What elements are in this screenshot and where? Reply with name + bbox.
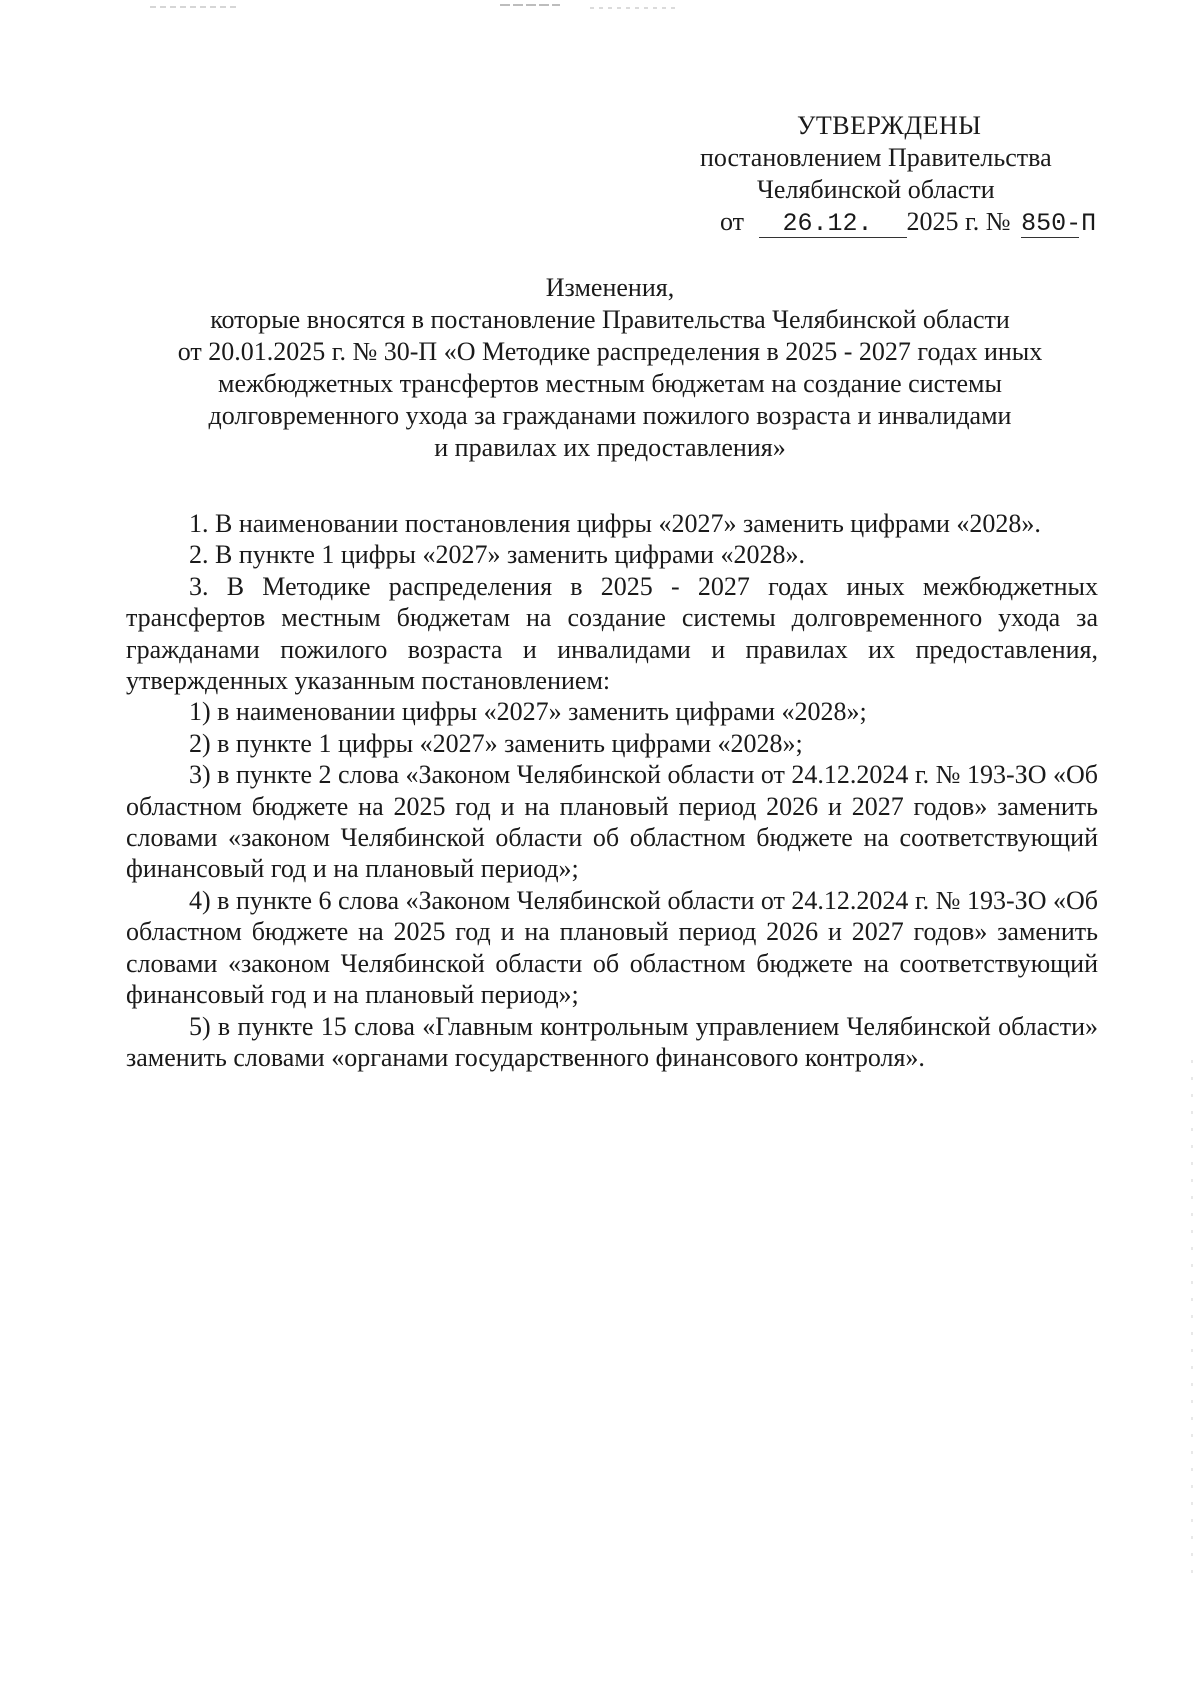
approval-line-2: Челябинской области [757,175,995,204]
heading-line: межбюджетных трансфертов местным бюджетам на создание системы [218,369,1002,398]
paragraph-3-1: 1) в наименовании цифры «2027» заменить цифрами «2028»; [189,697,867,727]
paragraph-1: 1. В наименовании постановления цифры «2027» заменить цифрами «2028». [189,509,1041,538]
heading-line: долговременного ухода за гражданами пожилого возраста и инвалидами [208,401,1012,430]
approval-date: 26.12. [759,211,907,238]
approval-line-1: постановлением Правительства [700,143,1052,172]
paragraph-3-2: 2) в пункте 1 цифры «2027» заменить цифрами «2028»; [189,728,803,758]
paragraph-3-5: 5) в пункте 15 слова «Главным контрольным управлением Челябинской области» заменить словами «органами государственного финансового контроля». [126,1011,1098,1072]
heading-line: и правилах их предоставления» [434,433,786,462]
approval-from-prefix: от [720,207,745,236]
approval-year-suffix: 2025 г. № [906,207,1011,236]
document-body [126,508,1098,1073]
paragraph-2: 2. В пункте 1 цифры «2027» заменить цифрами «2028». [189,540,805,570]
heading-title: Изменения, [545,273,675,302]
approval-number: 850-П [1021,209,1097,238]
approval-stamp [600,110,1100,238]
paragraph-3: 3. В Методике распределения в 2025 - 2027 годах иных межбюджетных трансфертов местным бюджетам на создание системы долговременного ухода за гражданами пожилого возраста и инвалидами и правилах их предоставления, утвержденных указанным постановлением: [126,571,1098,696]
scan-artifacts [0,0,1200,30]
paragraph-3-3: 3) в пункте 2 слова «Законом Челябинской области от 24.12.2024 г. № 193-ЗО «Об областном бюджете на 2025 год и на плановый период 2026 и 2027 годов» заменить словами «законом Челябинской области об областном бюджете на соответствующий финансовый год и на плановый период»; [126,760,1098,884]
document-heading [120,272,1100,464]
paragraph-3-4: 4) в пункте 6 слова «Законом Челябинской области от 24.12.2024 г. № 193-ЗО «Об областном бюджете на 2025 год и на плановый период 2026 и 2027 годов» заменить словами «законом Челябинской области об областном бюджете на соответствующий финансовый год и на плановый период»; [126,885,1098,1010]
heading-line: которые вносятся в постановление Правительства Челябинской области [210,305,1010,334]
heading-line: от 20.01.2025 г. № 30-П «О Методике распределения в 2025 - 2027 годах иных [177,337,1043,366]
approval-date-line [720,206,1100,238]
scan-edge-artifacts [1190,1060,1194,1580]
approval-title: УТВЕРЖДЕНЫ [797,111,982,140]
